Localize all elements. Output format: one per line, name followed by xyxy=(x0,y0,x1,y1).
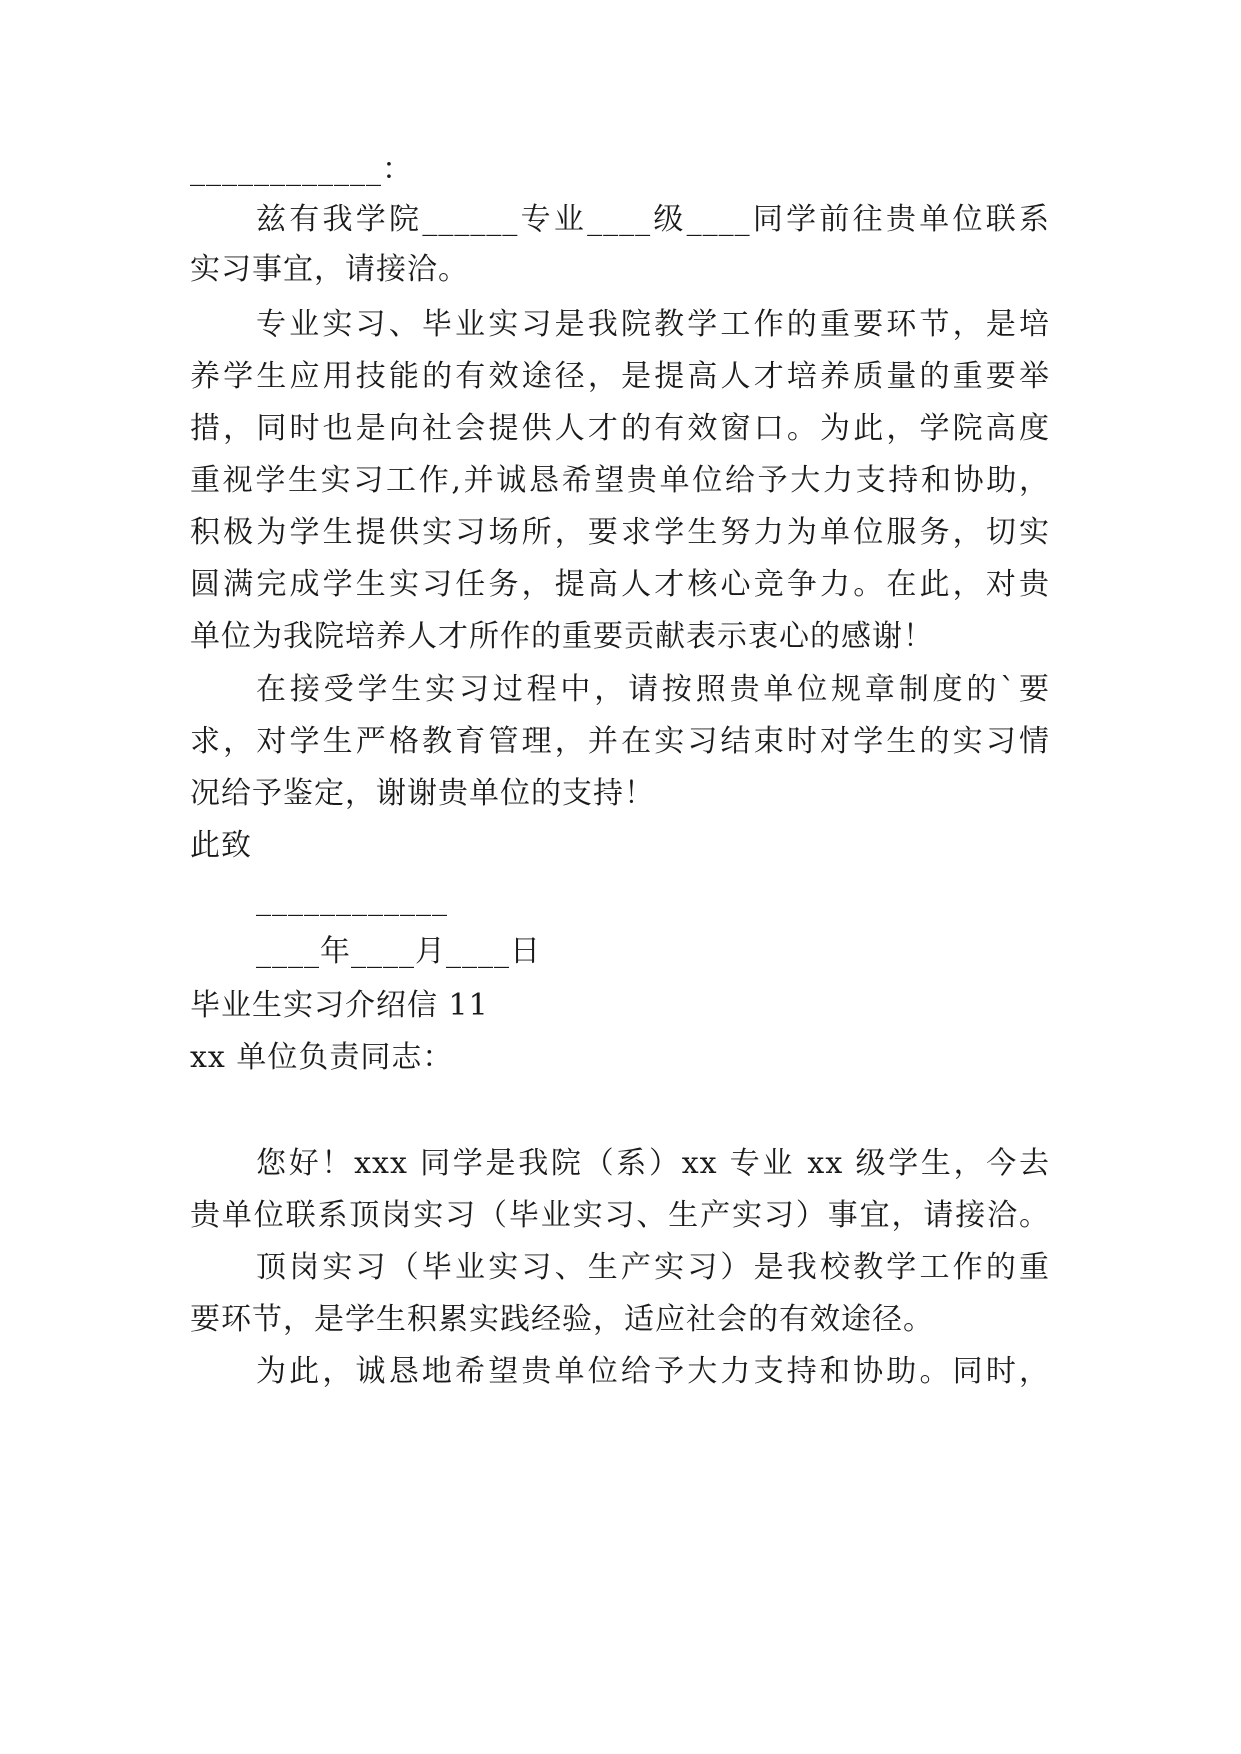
paragraph-line: 实习事宜，请接洽。 xyxy=(190,252,469,287)
paragraph-line: 求，对学生严格教育管理，并在实习结束时对学生的实习情 xyxy=(190,724,1050,759)
paragraph-line: 圆满完成学生实习任务，提高人才核心竞争力。在此，对贵 xyxy=(190,567,1050,602)
paragraph-line: 况给予鉴定，谢谢贵单位的支持！ xyxy=(190,776,655,811)
closing: 此致 xyxy=(190,828,252,863)
paragraph-line: 措，同时也是向社会提供人才的有效窗口。为此，学院高度 xyxy=(190,411,1050,446)
signature-blank: ____________ xyxy=(256,882,448,917)
salutation: xx 单位负责同志： xyxy=(190,1040,454,1075)
paragraph-line: 在接受学生实习过程中，请按照贵单位规章制度的`要 xyxy=(256,672,1050,707)
paragraph-line: 为此，诚恳地希望贵单位给予大力支持和协助。同时， xyxy=(256,1354,1050,1389)
paragraph-line: 单位为我院培养人才所作的重要贡献表示衷心的感谢！ xyxy=(190,619,934,654)
salutation-blank: ____________： xyxy=(190,152,413,187)
paragraph-line: 兹有我学院______专业____级____同学前往贵单位联系 xyxy=(256,202,1050,237)
paragraph-line: 贵单位联系顶岗实习（毕业实习、生产实习）事宜，请接洽。 xyxy=(190,1198,1050,1233)
paragraph-line: 您好！xxx 同学是我院（系）xx 专业 xx 级学生，今去 xyxy=(256,1146,1050,1181)
date-line: ____年____月____日 xyxy=(256,934,541,969)
letter-title: 毕业生实习介绍信 11 xyxy=(190,988,489,1023)
paragraph-line: 重视学生实习工作,并诚恳希望贵单位给予大力支持和协助， xyxy=(190,463,1050,498)
paragraph-line: 顶岗实习（毕业实习、生产实习）是我校教学工作的重 xyxy=(256,1250,1050,1285)
paragraph-line: 积极为学生提供实习场所，要求学生努力为单位服务，切实 xyxy=(190,515,1050,550)
paragraph-line: 要环节，是学生积累实践经验，适应社会的有效途径。 xyxy=(190,1302,934,1337)
paragraph-line: 养学生应用技能的有效途径，是提高人才培养质量的重要举 xyxy=(190,359,1050,394)
paragraph-line: 专业实习、毕业实习是我院教学工作的重要环节，是培 xyxy=(256,307,1050,342)
